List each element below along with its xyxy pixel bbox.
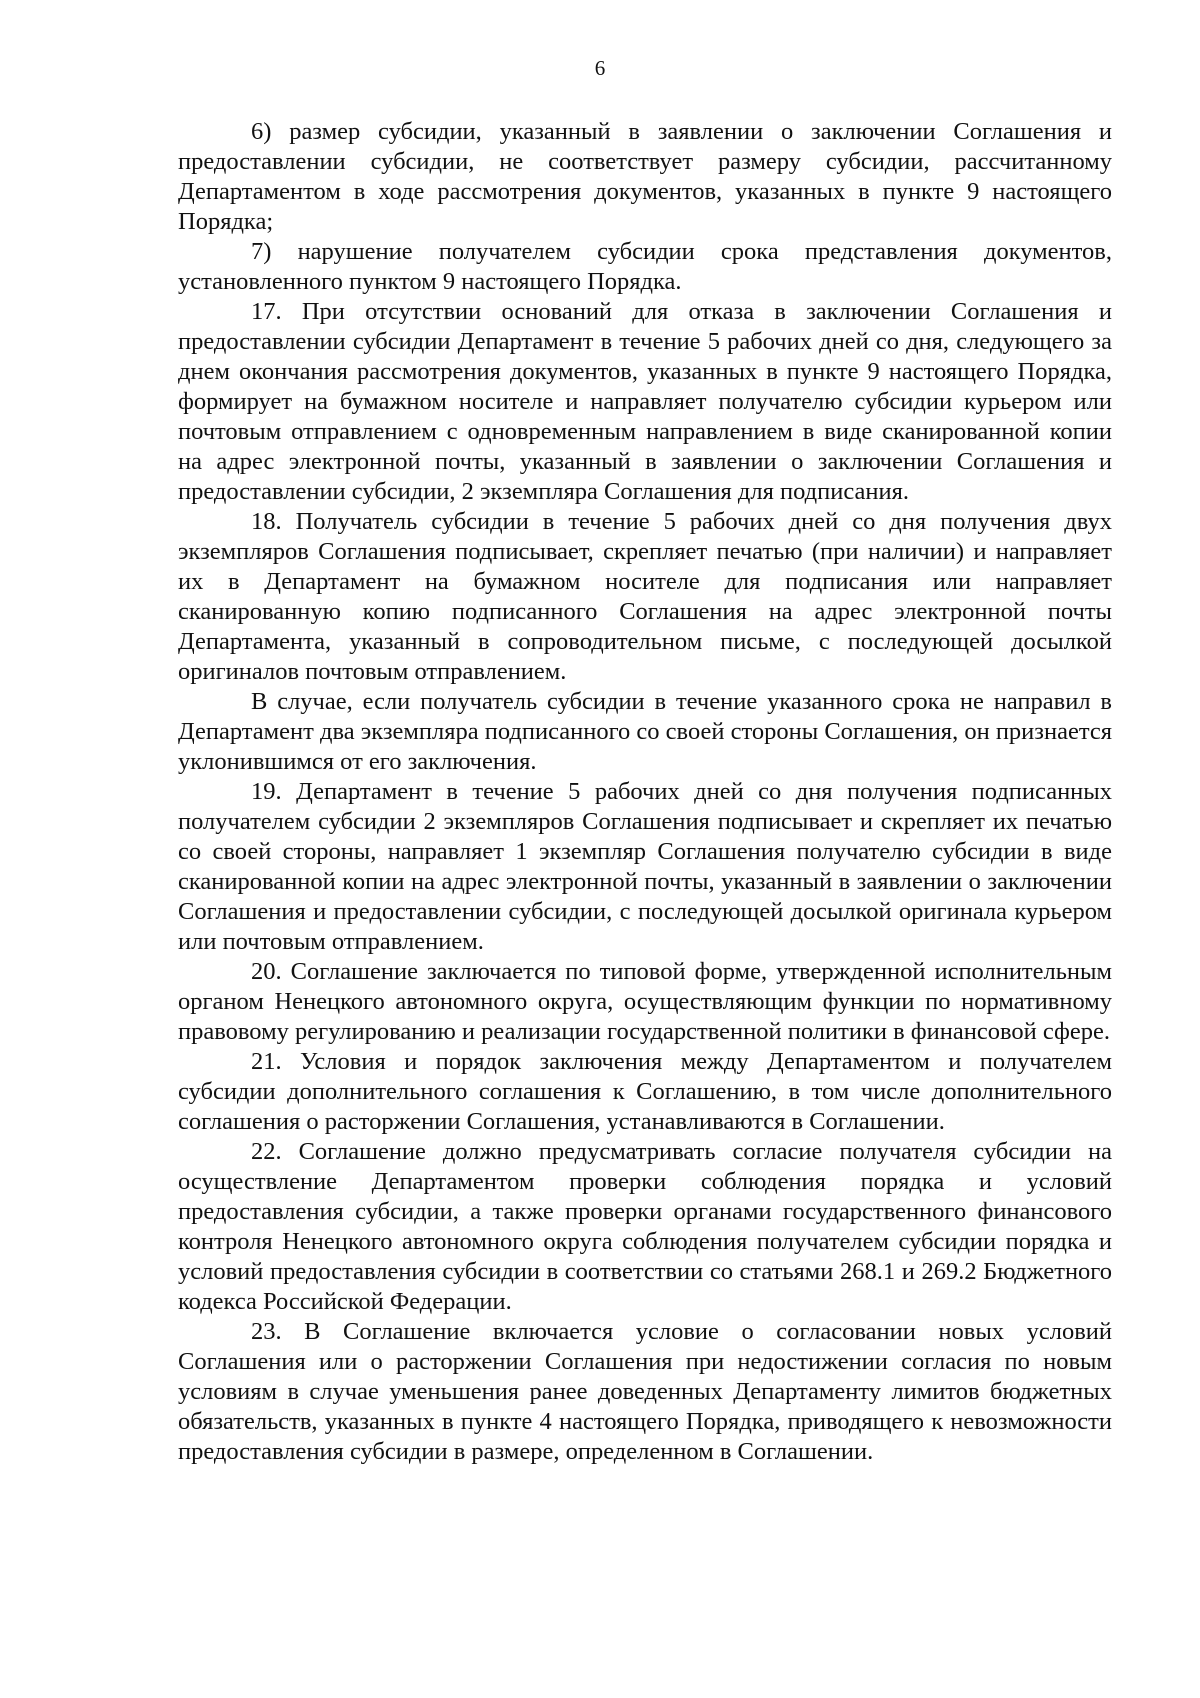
paragraph-clause-20: 20. Соглашение заключается по типовой форме, утвержденной исполнительным органом Ненецкого автономного округа, осуществляющим функции по нормативному правовому регулированию и реализации государственной политики в финансовой сфере. [178,958,1112,1045]
paragraph-clause-18: 18. Получатель субсидии в течение 5 рабочих дней со дня получения двух экземпляров Соглашения подписывает, скрепляет печатью (при наличии) и направляет их в Департамент на бумажном носителе для подписания или направляет сканированную копию подписанного Соглашения на адрес электронной почты Департамента, указанный в сопроводительном письме, с последующей досылкой оригиналов почтовым отправлением. [178,508,1112,685]
paragraph-clause-17: 17. При отсутствии оснований для отказа в заключении Соглашения и предоставлении субсидии Департамент в течение 5 рабочих дней со дня, следующего за днем окончания рассмотрения документов, указанных в пункте 9 настоящего Порядка, формирует на бумажном носителе и направляет получателю субсидии курьером или почтовым отправлением с одновременным направлением в виде сканированной копии на адрес электронной почты, указанный в заявлении о заключении Соглашения и предоставлении субсидии, 2 экземпляра Соглашения для подписания. [178,298,1112,505]
paragraph-clause-23: 23. В Соглашение включается условие о согласовании новых условий Соглашения или о расторжении Соглашения при недостижении согласия по новым условиям в случае уменьшения ранее доведенных Департаменту лимитов бюджетных обязательств, указанных в пункте 4 настоящего Порядка, приводящего к невозможности предоставления субсидии в размере, определенном в Соглашении. [178,1318,1112,1465]
paragraph-item-6: 6) размер субсидии, указанный в заявлении о заключении Соглашения и предоставлении субсидии, не соответствует размеру субсидии, рассчитанному Департаментом в ходе рассмотрения документов, указанных в пункте 9 настоящего Порядка; [178,118,1112,235]
paragraph-clause-18-note: В случае, если получатель субсидии в течение указанного срока не направил в Департамент два экземпляра подписанного со своей стороны Соглашения, он признается уклонившимся от его заключения. [178,688,1112,775]
document-body [178,117,1112,1467]
page-number: 6 [594,56,606,80]
paragraph-clause-21: 21. Условия и порядок заключения между Департаментом и получателем субсидии дополнительного соглашения к Соглашению, в том числе дополнительного соглашения о расторжении Соглашения, устанавливаются в Соглашении. [178,1048,1112,1135]
paragraph-clause-22: 22. Соглашение должно предусматривать согласие получателя субсидии на осуществление Департаментом проверки соблюдения порядка и условий предоставления субсидии, а также проверки органами государственного финансового контроля Ненецкого автономного округа соблюдения получателем субсидии порядка и условий предоставления субсидии в соответствии со статьями 268.1 и 269.2 Бюджетного кодекса Российской Федерации. [178,1138,1112,1315]
paragraph-clause-19: 19. Департамент в течение 5 рабочих дней со дня получения подписанных получателем субсидии 2 экземпляров Соглашения подписывает и скрепляет их печатью со своей стороны, направляет 1 экземпляр Соглашения получателю субсидии в виде сканированной копии на адрес электронной почты, указанный в заявлении о заключении Соглашения и предоставлении субсидии, с последующей досылкой оригинала курьером или почтовым отправлением. [178,778,1112,955]
paragraph-item-7: 7) нарушение получателем субсидии срока представления документов, установленного пунктом 9 настоящего Порядка. [178,238,1112,295]
